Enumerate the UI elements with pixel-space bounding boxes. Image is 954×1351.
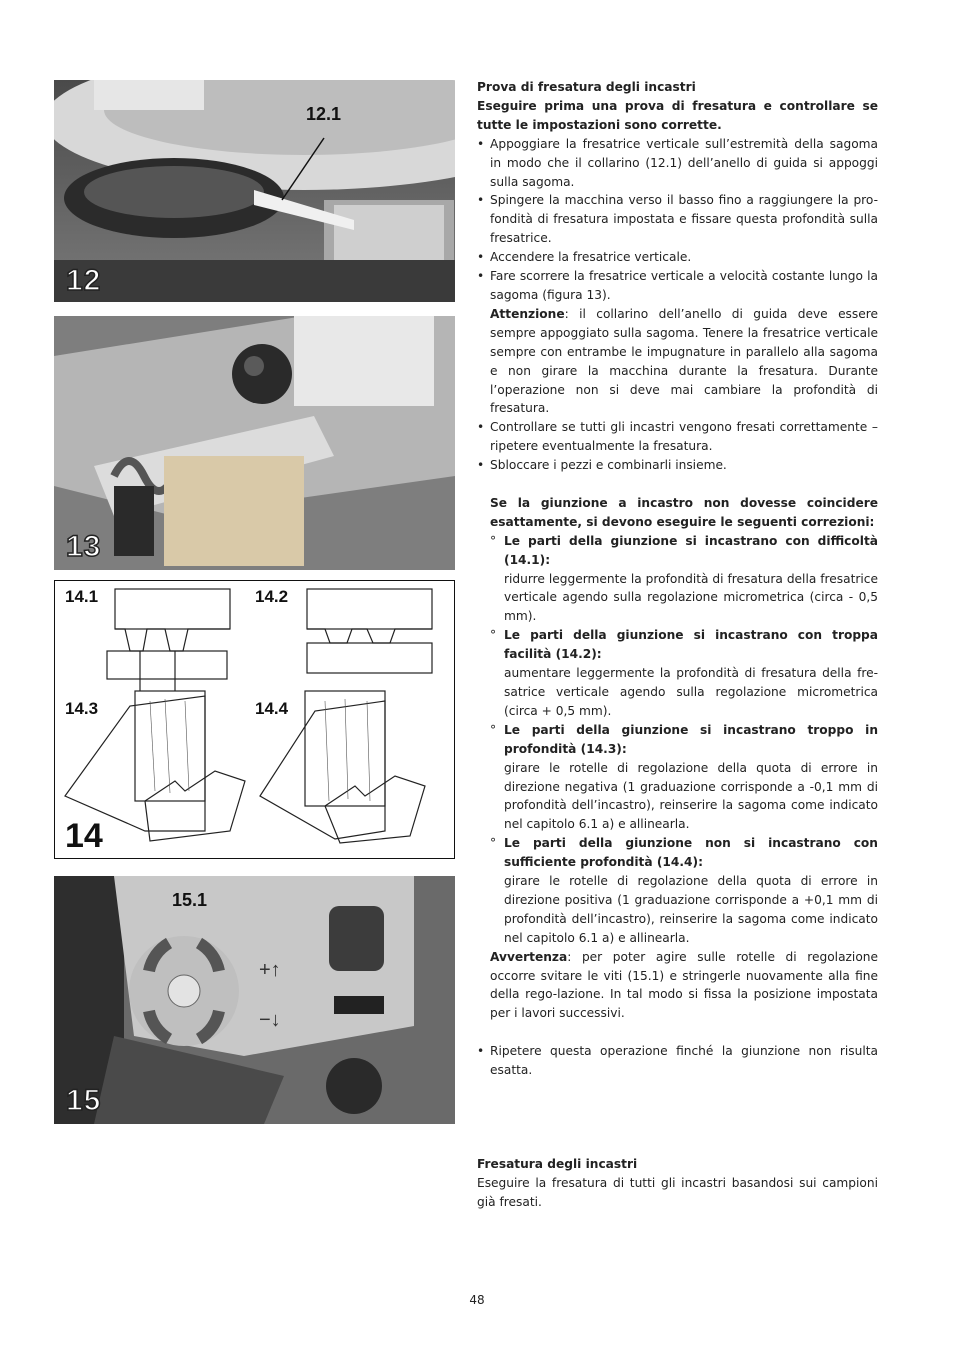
page-number: 48: [469, 1293, 485, 1307]
joint-illustrations: [55, 581, 453, 857]
section-title-milling: Fresatura degli incastri: [477, 1157, 638, 1171]
router-guide-ring-photo: [54, 80, 455, 302]
list-item: • Ripetere questa operazione finché la giunzione non risulta esatta.: [477, 1044, 878, 1078]
section-title-corrections: Se la giunzione a incastro non dovesse coincidere esattamente, si devono eseguire le seguenti correzioni:: [490, 495, 878, 529]
list-item: • Accendere la fresatrice verticale.: [477, 250, 692, 265]
figure-13-photo: [54, 316, 455, 570]
figure-number: 15: [66, 1084, 102, 1117]
list-item: • Controllare se tutti gli incastri vengono fresati correttamente – ripetere eventualmente la fresatura.: [477, 420, 878, 454]
list-item: ° Le parti della giunzione si incastrano con difficoltà (14.1): ridurre leggermente la profondità di fresatura della fresatrice verticale agendo sulla regolazione micrometrica (circa - 0,5 mm).: [490, 533, 878, 624]
instructions-text-column: [477, 78, 878, 1212]
label-14-3: 14.3: [65, 699, 99, 718]
corrections-list: [477, 532, 878, 948]
adjustment-wheel-photo: [54, 876, 455, 1124]
list-item: • Fare scorrere la fresatrice verticale a velocità costante lungo la sagoma (figura 13).: [477, 269, 878, 302]
figure-14-drawings: [54, 580, 455, 859]
router-along-template-photo: [54, 316, 455, 570]
label-14-1: 14.1: [65, 587, 99, 606]
steps-list-2: [477, 418, 878, 475]
label-14-2: 14.2: [255, 587, 289, 606]
section-intro: Eseguire prima una prova di fresatura e controllare se tutte le impostazioni sono corrette.: [477, 98, 878, 132]
list-item: • Spingere la macchina verso il basso fino a raggiungere la pro-fondità di fresatura impostata e fissare questa profondità sulla fresatrice.: [477, 193, 878, 246]
callout-15-1: 15.1: [172, 890, 208, 910]
figure-12-photo: [54, 80, 455, 302]
list-item: ° Le parti della giunzione si incastrano troppo in profondità (14.3): girare le rotelle di regolazione della quota di errore in direzione negativa (1 graduazione corrisponde a -0,1 mm di profondità dell’incastro), reinserire la sagoma come indicato nel capitolo 6.1 a) e allinearla.: [490, 722, 878, 832]
section-body-milling: Eseguire la fresatura di tutti gli incastri basandosi sui campioni già fresati.: [477, 1175, 878, 1209]
figure-number: 13: [66, 530, 102, 563]
label-14-4: 14.4: [255, 699, 289, 718]
figure-number: 12: [66, 264, 102, 297]
list-item: ° Le parti della giunzione si incastrano con troppa facilità (14.2): aumentare leggermente la profondità di fresatura della fre-satrice verticale agendo sulla regolazione micrometrica (circa + 0,5 mm).: [490, 628, 878, 718]
svg-text:−↓: −↓: [259, 1009, 281, 1031]
callout-12-1: 12.1: [306, 104, 342, 124]
steps-list: [477, 135, 878, 305]
steps-list-3: [477, 1042, 878, 1080]
section-title-test-milling: Prova di fresatura degli incastri: [477, 80, 696, 94]
svg-text:+↑: +↑: [259, 959, 281, 981]
list-item: • Sbloccare i pezzi e combinarli insieme.: [477, 458, 727, 473]
warning-note: Avvertenza: per poter agire sulle rotelle di regolazione occorre svitare le viti (15.1) e stringerle nuovamente alla fine della rego-lazione. In tal modo si fissa la posizione impostata per i lavori successivi.: [490, 949, 878, 1021]
list-item: • Appoggiare la fresatrice verticale sull’estremità della sagoma in modo che il collarino (12.1) dell’anello di guida si appoggi sulla sagoma.: [477, 136, 878, 189]
list-item: ° Le parti della giunzione non si incastrano con sufficiente profondità (14.4): girare le rotelle di regolazione della quota di errore in direzione positiva (1 graduazione corrisponde a +0,1 mm di profondità dell’incastro), reinserire la sagoma come indicato nel capitolo 6.1 a) e allinearla.: [490, 836, 878, 945]
attention-note: Attenzione: il collarino dell’anello di guida deve essere sempre appoggiato sulla sagoma. Tenere la fresatrice verticale sempre con entrambe le impugnature in parallelo alla sagoma e non girare la macchina durante la fresatura. Durante l’operazione non si deve mai cambiare la profondità di fresatura.: [490, 306, 878, 416]
figure-number: 14: [65, 817, 103, 855]
figure-15-photo: [54, 876, 455, 1124]
